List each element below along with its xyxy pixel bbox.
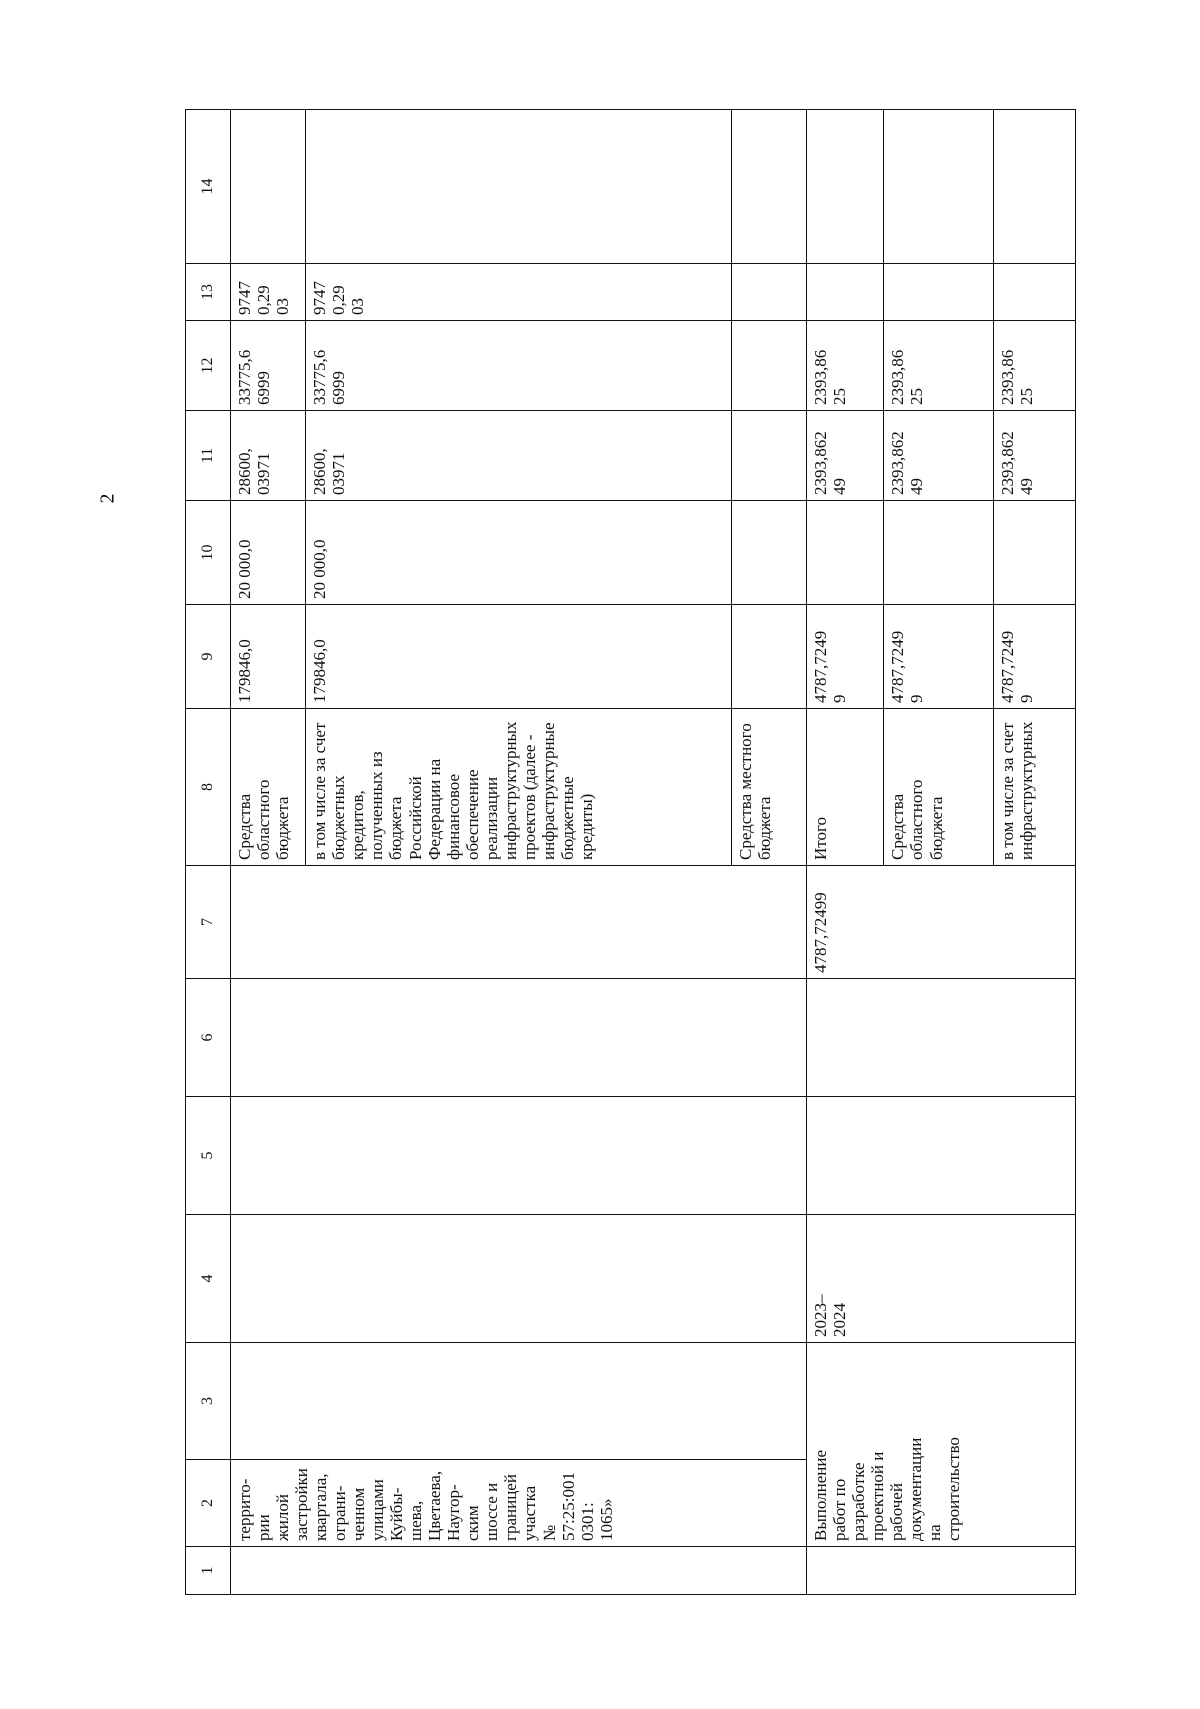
cell-c10 [884, 501, 993, 605]
cell-c5 [231, 1097, 807, 1215]
cell-c12: 33775,6 6999 [306, 321, 731, 411]
column-number: 3 [186, 1343, 231, 1460]
cell-c14 [884, 110, 993, 264]
cell-c10: 20 000,0 [306, 501, 731, 605]
cell-c14 [306, 110, 731, 264]
column-number: 1 [186, 1547, 231, 1595]
table-row [231, 110, 306, 1595]
cell-c12 [731, 321, 806, 411]
cell-c6 [231, 979, 807, 1097]
cell-c13 [884, 264, 993, 321]
column-number: 7 [186, 866, 231, 979]
cell-c12: 33775,6 6999 [231, 321, 306, 411]
cell-funding-source: Средства местного бюджета [731, 709, 806, 866]
cell-c5 [806, 1097, 1075, 1215]
cell-c14 [993, 110, 1075, 264]
cell-c11: 2393,862 49 [993, 411, 1075, 501]
column-number: 11 [186, 411, 231, 501]
cell-object-name: террито- рии жилой застройки квартала, ограни- ченном улицами Куйбы- шева, Цветаева, Наугор- ским шоссе и границей участка № 57:25:001 0301: 1065» [231, 1460, 807, 1547]
column-number: 9 [186, 605, 231, 709]
cell-activity [231, 1343, 807, 1460]
cell-c11: 28600, 03971 [231, 411, 306, 501]
cell-funding-source: в том числе за счет инфраструктурных [993, 709, 1075, 866]
cell-c13: 9747 0,29 03 [306, 264, 731, 321]
cell-funding-source: Средства областного бюджета [884, 709, 993, 866]
table-row [806, 110, 884, 1595]
cell-c13 [993, 264, 1075, 321]
cell-c6 [806, 979, 1075, 1097]
cell-c12: 2393,86 25 [993, 321, 1075, 411]
cell-period: 2023– 2024 [806, 1215, 1075, 1343]
cell-index [806, 1547, 1075, 1595]
column-number: 5 [186, 1097, 231, 1215]
table-container [185, 110, 1076, 1595]
column-number: 6 [186, 979, 231, 1097]
cell-index [231, 1547, 807, 1595]
cell-c11 [731, 411, 806, 501]
cell-c9: 4787,7249 9 [806, 605, 884, 709]
cell-total-cost: 4787,72499 [806, 866, 1075, 979]
cell-c11: 2393,862 49 [806, 411, 884, 501]
cell-c13 [731, 264, 806, 321]
column-number: 10 [186, 501, 231, 605]
page-number: 2 [96, 493, 119, 504]
cell-funding-source: в том числе за счет бюджетных кредитов, полученных из бюджета Российской Федерации на финансовое обеспечение реализации инфраструктурных проектов (далее - инфраструктурные бюджетные кредиты) [306, 709, 731, 866]
cell-c11: 28600, 03971 [306, 411, 731, 501]
cell-c9: 4787,7249 9 [884, 605, 993, 709]
cell-c14 [231, 110, 306, 264]
cell-c13 [806, 264, 884, 321]
cell-c9: 179846,0 [231, 605, 306, 709]
cell-c12: 2393,86 25 [806, 321, 884, 411]
cell-c13: 9747 0,29 03 [231, 264, 306, 321]
cell-c10: 20 000,0 [231, 501, 306, 605]
cell-activity: Выполнение работ по разработке проектной и рабочей документации на строительство [806, 1343, 1075, 1547]
cell-c9: 179846,0 [306, 605, 731, 709]
column-number-row [186, 110, 231, 1595]
cell-c10 [993, 501, 1075, 605]
cell-c11: 2393,862 49 [884, 411, 993, 501]
column-number: 2 [186, 1460, 231, 1547]
cell-c9 [731, 605, 806, 709]
column-number: 4 [186, 1215, 231, 1343]
cell-c14 [806, 110, 884, 264]
cell-c10 [731, 501, 806, 605]
cell-funding-source: Итого [806, 709, 884, 866]
column-number: 14 [186, 110, 231, 264]
cell-c12: 2393,86 25 [884, 321, 993, 411]
cell-funding-source: Средства областного бюджета [231, 709, 306, 866]
column-number: 8 [186, 709, 231, 866]
cell-period [231, 1215, 807, 1343]
budget-table [185, 109, 1076, 1595]
cell-total-cost [231, 866, 807, 979]
column-number: 13 [186, 264, 231, 321]
column-number: 12 [186, 321, 231, 411]
cell-c10 [806, 501, 884, 605]
cell-c9: 4787,7249 9 [993, 605, 1075, 709]
cell-c14 [731, 110, 806, 264]
